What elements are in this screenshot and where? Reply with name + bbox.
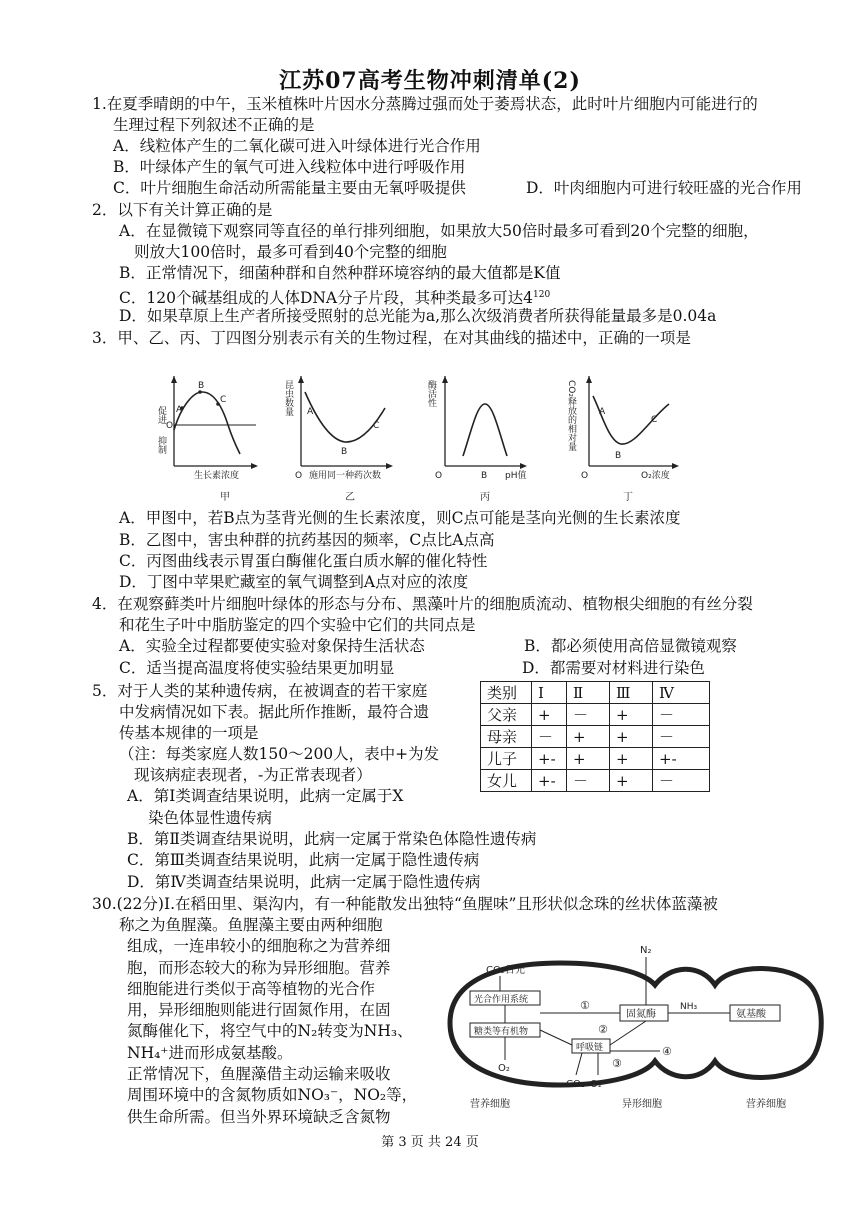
- table-cell: －: [567, 704, 610, 726]
- q1-option-b: B．叶绿体产生的氧气可进入线粒体中进行呼吸作用: [113, 158, 466, 176]
- o2-in-label: O₂: [590, 1079, 602, 1090]
- q4-stem-line2: 和花生子叶中脂肪鉴定的四个实验中它们的共同点是: [119, 616, 476, 634]
- table-cell: －: [653, 704, 710, 726]
- jia-zero-label: O: [166, 421, 174, 431]
- sugar-to-resp-arrow: [540, 1030, 572, 1045]
- ding-point-b: B: [615, 451, 622, 461]
- step-4-label: ④: [662, 1045, 672, 1058]
- ding-xlabel: O₂浓度: [641, 471, 670, 481]
- yi-ylabel: 昆虫数量: [283, 380, 293, 416]
- bing-curve: [463, 404, 507, 456]
- q3-stem: 3．甲、乙、丙、丁四图分别表示有关的生物过程，在对其曲线的描述中，正确的一项是: [92, 329, 691, 347]
- page-footer: 第 3 页 共 24 页: [381, 1135, 479, 1150]
- table-cell: +-: [532, 770, 567, 792]
- q5-stem-line3: 传基本规律的一项是: [119, 724, 259, 742]
- yi-caption: 乙: [345, 492, 355, 503]
- nitrogenase-box-label: 固氮酶: [626, 1009, 656, 1020]
- table-cell: －: [567, 770, 610, 792]
- q2-option-c-exponent: 120: [533, 290, 551, 300]
- q30-line6: 用，异形细胞则能进行固氮作用，在固: [127, 1001, 391, 1019]
- q5-stem-line2: 中发病情况如下表。据此所作推断，最符合遗: [119, 703, 430, 721]
- step-2-label: ②: [598, 1023, 608, 1036]
- table-cell: +: [610, 770, 653, 792]
- q2-stem: 2．以下有关计算正确的是: [92, 201, 273, 219]
- jia-ylabel-top: 促进: [156, 406, 166, 424]
- respiration-box-label: 呼吸链: [576, 1043, 604, 1053]
- photosynthesis-box-label: 光合作用系统: [474, 995, 529, 1005]
- ding-x-arrow: [672, 463, 679, 469]
- ding-origin: O: [581, 471, 589, 481]
- q30-line9: 正常情况下，鱼腥藻借主动运输来吸收: [127, 1065, 391, 1083]
- table-cell: +: [610, 748, 653, 770]
- nh3-label: NH₃: [680, 1002, 698, 1012]
- co2-out-arrow: [576, 1053, 582, 1075]
- ding-point-c: C: [651, 415, 658, 425]
- ding-curve: [593, 396, 669, 444]
- jia-point-c: C: [220, 395, 227, 405]
- q1-stem-line1: 1.在夏季晴朗的中午，玉米植株叶片因水分蒸腾过强而处于萎焉状态，此时叶片细胞内可能进行的: [92, 95, 758, 113]
- q4-option-c: C．适当提高温度将使实验结果更加明显: [119, 659, 395, 677]
- table-cell: －: [532, 726, 567, 748]
- q3-option-c: C．丙图曲线表示胃蛋白酶催化蛋白质水解的催化特性: [119, 552, 488, 570]
- table-row: [481, 726, 710, 748]
- ding-ylabel: CO₂释放的相对量: [566, 380, 576, 451]
- cell-label-middle: 异形细胞: [622, 1099, 662, 1110]
- step-1-label: ①: [580, 999, 590, 1012]
- table-header-row: [481, 682, 710, 704]
- table-row: [481, 748, 710, 770]
- ding-caption: 丁: [623, 492, 633, 503]
- q30-line3: 组成，一连串较小的细胞称之为营养细: [127, 937, 391, 955]
- q2-option-a-line1: A．在显微镜下观察同等直径的单行排列细胞，如果放大50倍时最多可看到20个完整的细胞，: [119, 222, 759, 240]
- sugar-box-label: 糖类等有机物: [474, 1027, 529, 1037]
- bing-ylabel: 酶活性: [426, 380, 436, 407]
- anabaena-diagram: [430, 935, 840, 1125]
- table-cell: －: [653, 726, 710, 748]
- q5-option-a-line1: A．第Ⅰ类调查结果说明，此病一定属于X: [127, 787, 404, 805]
- q1-option-c: C．叶片细胞生命活动所需能量主要由无氧呼吸提供: [113, 179, 466, 197]
- q4-stem-line1: 4．在观察藓类叶片细胞叶绿体的形态与分布、黑藻叶片的细胞质流动、植物根尖细胞的有丝分裂: [92, 595, 753, 613]
- q30-line11: 供生命所需。但当外界环境缺乏含氮物: [127, 1108, 391, 1126]
- yi-point-c: C: [373, 421, 380, 431]
- bing-caption: 丙: [480, 492, 490, 503]
- table-cell: +-: [532, 748, 567, 770]
- bing-origin: O: [435, 471, 443, 481]
- q30-line8: NH₄⁺进而形成氨基酸。: [127, 1044, 293, 1062]
- q3-option-d: D．丁图中苹果贮藏室的氧气调整到A点对应的浓度: [119, 573, 469, 591]
- q5-note-line1: （注：每类家庭人数150～200人，表中+为发: [119, 745, 440, 763]
- jia-y-arrow: [171, 376, 177, 383]
- bing-point-b: B: [481, 471, 488, 481]
- table-cell: +: [610, 726, 653, 748]
- q5-note-line2: 现该病症表现者，-为正常表现者）: [134, 766, 372, 784]
- table-header-cell: Ⅱ: [567, 682, 610, 704]
- q5-option-c: C．第Ⅲ类调查结果说明，此病一定属于隐性遗传病: [127, 851, 480, 869]
- table-header-cell: Ⅲ: [610, 682, 653, 704]
- o2-left-label: O₂: [498, 1063, 510, 1074]
- q5-option-a-line2: 染色体显性遗传病: [148, 809, 273, 827]
- yi-origin: O: [295, 471, 303, 481]
- figure-ding: [565, 370, 690, 505]
- yi-point-b: B: [341, 447, 348, 457]
- genetics-table: [480, 681, 710, 792]
- yi-point-a: A: [307, 407, 314, 417]
- q30-line1: 30.(22分)Ⅰ.在稻田里、渠沟内，有一种能散发出独特“鱼腥味”且形状似念珠的丝状体蓝藻被: [92, 895, 718, 913]
- cell-label-right: 营养细胞: [746, 1099, 786, 1110]
- q30-line5: 细胞能进行类似于高等植物的光合作: [127, 980, 376, 998]
- q2-option-b: B．正常情况下，细菌种群和自然种群环境容纳的最大值都是K值: [119, 264, 561, 282]
- q30-line7: 氮酶催化下，将空气中的N₂转变为NH₃、: [127, 1022, 413, 1040]
- q2-option-d: D．如果草原上生产者所接受照射的总光能为a,那么次级消费者所获得能量最多是0.04a: [119, 307, 717, 325]
- amino-acid-box-label: 氨基酸: [736, 1009, 766, 1020]
- jia-xlabel: 生长素浓度: [194, 471, 240, 481]
- step-3-label: ③: [612, 1057, 622, 1070]
- table-cell: +: [567, 748, 610, 770]
- n2-label: N₂: [640, 945, 652, 956]
- table-cell: －: [653, 770, 710, 792]
- q30-line4: 胞，而形态较大的称为异形细胞。营养: [127, 959, 391, 977]
- yi-xlabel: 施用同一种药次数: [309, 471, 382, 481]
- q1-stem-line2: 生理过程下列叙述不正确的是: [113, 116, 315, 134]
- q1-option-a: A．线粒体产生的二氧化碳可进入叶绿体进行光合作用: [113, 137, 481, 155]
- table-cell: +-: [653, 748, 710, 770]
- bing-x-arrow: [520, 463, 527, 469]
- bing-y-arrow: [442, 376, 448, 383]
- bing-xlabel: pH值: [505, 471, 527, 481]
- q5-stem-line1: 5．对于人类的某种遗传病，在被调查的若干家庭: [92, 682, 428, 700]
- table-header-cell: Ⅳ: [653, 682, 710, 704]
- page-title: 江苏07高考生物冲刺清单(2): [279, 68, 581, 94]
- table-header-cell: Ⅰ: [532, 682, 567, 704]
- q30-line10: 周围环境中的含氮物质如NO₃⁻，NO₂等，: [127, 1086, 418, 1104]
- q4-option-a: A．实验全过程都要使实验对象保持生活状态: [119, 637, 425, 655]
- q5-option-b: B．第Ⅱ类调查结果说明，此病一定属于常染色体隐性遗传病: [127, 830, 537, 848]
- figure-jia: [156, 370, 280, 505]
- q4-option-b: B．都必须使用高倍显微镜观察: [524, 637, 737, 655]
- q4-option-d: D．都需要对材料进行染色: [522, 659, 705, 677]
- jia-caption: 甲: [220, 492, 230, 503]
- jia-point-b: B: [198, 381, 205, 391]
- table-cell: 父亲: [481, 704, 532, 726]
- q2-option-c-text: C．120个碱基组成的人体DNA分子片段，其种类最多可达4: [119, 289, 533, 308]
- table-cell: 女儿: [481, 770, 532, 792]
- table-cell: +: [567, 726, 610, 748]
- figure-yi: [285, 370, 410, 505]
- q3-option-a: A．甲图中，若B点为茎背光侧的生长素浓度，则C点可能是茎向光侧的生长素浓度: [119, 509, 681, 527]
- jia-point-a: A: [176, 405, 183, 415]
- q3-option-b: B．乙图中，害虫种群的抗药基因的频率，C点比A点高: [119, 531, 495, 549]
- q30-line2: 称之为鱼腥藻。鱼腥藻主要由两种细胞: [119, 916, 383, 934]
- co2-out-label: CO₂: [566, 1079, 585, 1090]
- table-cell: 母亲: [481, 726, 532, 748]
- q5-option-d: D．第Ⅳ类调查结果说明，此病一定属于隐性遗传病: [127, 873, 481, 891]
- jia-x-arrow: [251, 463, 258, 469]
- table-row: [481, 704, 710, 726]
- co2-light-label: CO₂日光: [486, 965, 525, 976]
- jia-ylabel-bottom: 抑制: [156, 436, 166, 454]
- figure-bing: [425, 370, 535, 505]
- table-cell: +: [610, 704, 653, 726]
- yi-x-arrow: [386, 463, 393, 469]
- yi-curve: [305, 392, 385, 442]
- table-cell: 儿子: [481, 748, 532, 770]
- table-row: [481, 770, 710, 792]
- yi-y-arrow: [298, 376, 304, 383]
- ding-point-a: A: [599, 407, 606, 417]
- table-cell: +: [532, 704, 567, 726]
- ding-y-arrow: [586, 376, 592, 383]
- cell-label-left: 营养细胞: [470, 1099, 510, 1110]
- resp-to-nitrogenase-arrow: [610, 1021, 646, 1045]
- jia-curve: [174, 392, 240, 454]
- q1-option-d: D．叶肉细胞内可进行较旺盛的光合作用: [526, 179, 802, 197]
- table-header-cell: 类别: [481, 682, 532, 704]
- q2-option-a-line2: 则放大100倍时，最多可看到40个完整的细胞: [134, 243, 447, 261]
